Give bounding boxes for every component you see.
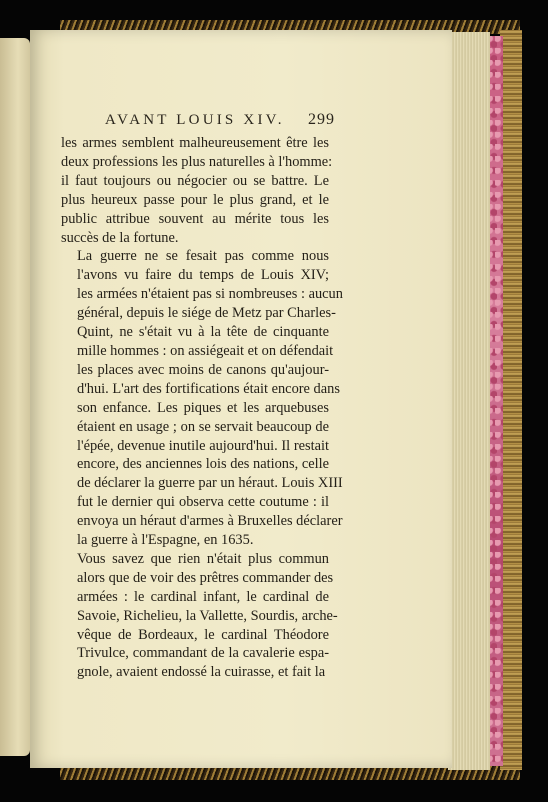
text-line: d'hui. L'art des fortifications était encore dans [77,380,340,397]
text-line: plus heureux passe pour le plus grand, et le [61,191,329,208]
page-stack [448,32,490,770]
text-line: la guerre à l'Espagne, en 1635. [77,532,254,549]
text-line: armées : le cardinal infant, le cardinal de [77,588,329,605]
text-line: l'épée, devenue inutile aujourd'hui. Il restait [77,437,329,454]
text-line: Vous savez que rien n'était plus commun [77,550,329,567]
text-line: La guerre ne se fesait pas comme nous [77,248,329,265]
gilt-edge [500,30,522,770]
text-line: alors que de voir des prêtres commander des [77,569,334,586]
page-header [105,111,335,133]
text-line: deux professions les plus naturelles à l'homme: [61,153,333,170]
text-line: l'avons vu faire du temps de Louis XIV; [77,267,329,284]
text-line: il faut toujours ou négocier ou se battre. Le [61,172,329,189]
text-line: succès de la fortune. [61,229,179,246]
text-line: de déclarer la guerre par un héraut. Louis XIII [77,475,343,492]
text-line: les places avec moins de canons qu'aujour- [77,361,329,378]
text-line: les armes semblent malheureusement être les [61,135,329,151]
text-line: encore, des anciennes lois des nations, celle [77,456,329,473]
facing-page-edge [0,38,30,756]
paragraph [61,247,343,550]
text-line: son enfance. Les piques et les arquebuses [77,399,329,416]
text-line: gnole, avaient endossé la cuirasse, et fait la [77,664,326,681]
text-line: Trivulce, commandant de la cavalerie espa- [77,645,329,662]
paragraph [61,134,333,247]
text-line: vêque de Bordeaux, le cardinal Théodore [77,626,329,643]
paragraph [61,550,338,682]
text-line: envoya un héraut d'armes à Bruxelles déclarer [77,513,343,530]
text-line: étaient en usage ; on se servait beaucoup de [77,418,329,435]
running-head: AVANT LOUIS XIV. [105,112,285,128]
text-line: public attribue souvent au mérite tous les [61,210,329,227]
text-line: général, depuis le siége de Metz par Charles- [77,305,336,322]
text-line: les armées n'étaient pas si nombreuses : aucun [77,286,343,303]
body-text [61,134,343,682]
text-line: Savoie, Richelieu, la Vallette, Sourdis, arche- [77,607,338,624]
text-line: mille hommes : on assiégeait et on défendait [77,342,334,359]
text-line: fut le dernier qui observa cette coutume : il [77,494,329,511]
page-number: 299 [308,111,335,128]
text-line: Quint, ne s'était vu à la tête de cinquante [77,324,329,341]
